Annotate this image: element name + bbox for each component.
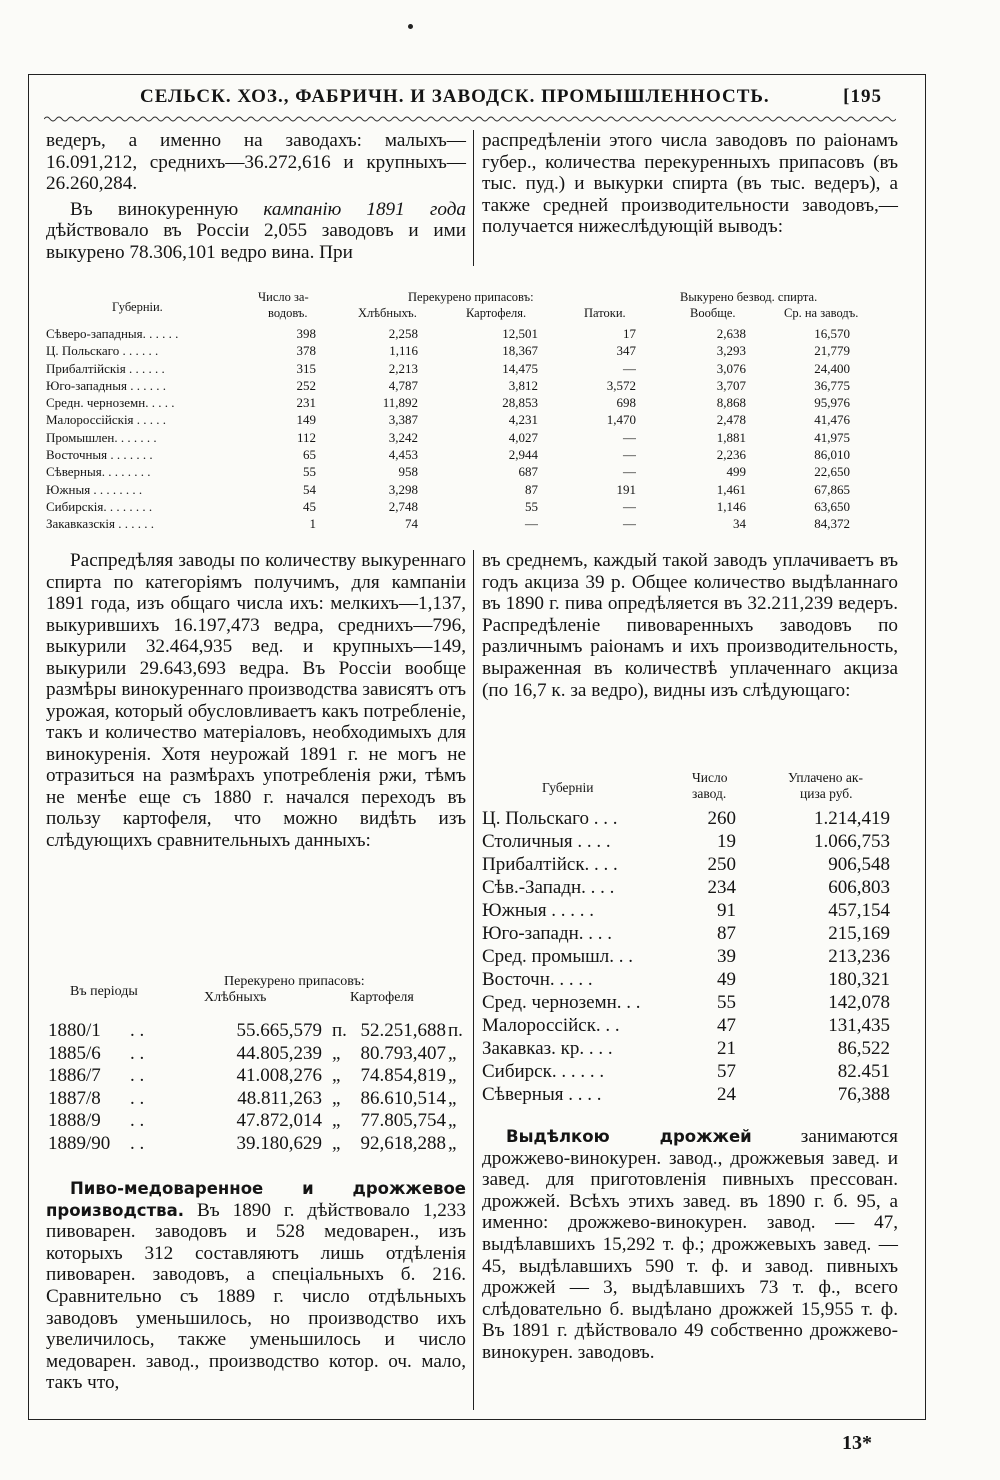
- cell-kart: 80.793,407: [360, 1042, 446, 1064]
- col-header: Число за-: [258, 290, 309, 304]
- table-row: [46, 464, 906, 481]
- cell-patoka: —: [623, 464, 636, 480]
- cell-unit2: „: [448, 1132, 457, 1154]
- section-heading: Выдѣлкою дрожжей: [506, 1127, 752, 1146]
- cell-name: Южныя . . . . . . . .: [46, 481, 143, 497]
- cell-sr: 24,400: [814, 360, 850, 376]
- col-header: Перекурено припасовъ:: [224, 974, 365, 989]
- cell-zavody: 378: [296, 343, 316, 359]
- cell-unit1: „: [332, 1065, 341, 1087]
- cell-zavody: 55: [717, 992, 736, 1013]
- table-body: [482, 808, 902, 1107]
- table-row: [482, 969, 902, 992]
- text-span: дѣйствовало въ Россіи 2,055 заводовъ и ими выкурено 78.306,101 ведро вина. При: [46, 220, 466, 263]
- cell-patoka: —: [623, 498, 636, 514]
- cell-name: Закавказскія . . . . . .: [46, 516, 155, 532]
- table-row: [46, 516, 906, 533]
- cell-sr: 41,975: [814, 429, 850, 445]
- table-row: [482, 1084, 902, 1107]
- cell-name: Сибирскія. . . . . . . .: [46, 498, 153, 514]
- cell-kart: 28,853: [502, 395, 538, 411]
- cell-unit2: „: [448, 1065, 457, 1087]
- table-row: [46, 412, 906, 429]
- cell-zavody: 234: [707, 877, 736, 898]
- cell-aktsiz: 1.214,419: [814, 808, 890, 829]
- cell-name: Малороссійскія . . . . .: [46, 412, 167, 428]
- cell-unit1: „: [332, 1110, 341, 1132]
- mid-left-column: [46, 550, 466, 851]
- cell-aktsiz: 1.066,753: [814, 831, 890, 852]
- distillery-table: [46, 284, 906, 534]
- cell-vsego: 2,638: [716, 326, 746, 341]
- table-row: [46, 447, 906, 464]
- cell-aktsiz: 142,078: [828, 992, 890, 1013]
- cell-name: Сѣв.-Западн. . . .: [482, 877, 615, 898]
- cell-aktsiz: 215,169: [828, 923, 890, 944]
- text-span: занимаются дрожжево-винокурен. завод., дрожжевыя завед. и завед. для приготовленія пивныхъ прессован. дрожжей. Всѣхъ этихъ завед. въ 1890 г. б. 95, а именно: дрожжево-винокурен. завод. — 47, выдѣлавшихъ 15,292 т. ф.; дрожжевыхъ завед. — 45, выдѣлавшихъ 590 т. ф. и завод. пивныхъ дрожжей — 3, выдѣлавшихъ 73 т. ф., всего слѣдовательно б. выдѣлано дрожжей 15,955 т. ф. Въ 1891 г. дѣйствовало 49 собственно дрожжево-винокурен. заводовъ.: [482, 1126, 898, 1363]
- cell-hleb: 958: [398, 464, 418, 480]
- cell-name: Прибалтійскія . . . . . .: [46, 360, 165, 376]
- table-header: [482, 768, 902, 808]
- cell-vsego: 1,146: [716, 498, 746, 514]
- paragraph: ведеръ, а именно на заводахъ: малыхъ—16.091,212, среднихъ—36.272,616 и крупныхъ—26.260,284.: [46, 130, 466, 195]
- cell-name: Восточныя . . . . . . .: [46, 447, 153, 463]
- cell-zavody: 252: [296, 377, 316, 393]
- cell-sr: 36,775: [814, 377, 850, 393]
- col-header: Въ періоды: [70, 984, 138, 999]
- cell-name: Промышлен. . . . . . .: [46, 429, 157, 445]
- running-header: [60, 84, 880, 116]
- cell-vsego: 34: [733, 516, 746, 532]
- col-header: Перекурено припасовъ:: [408, 290, 534, 304]
- cell-zavody: 87: [717, 923, 736, 944]
- cell-name: Юго-западн. . . .: [482, 923, 613, 944]
- col-header: Губерніи.: [112, 300, 163, 314]
- cell-zavody: 65: [303, 447, 316, 463]
- cell-aktsiz: 86,522: [837, 1038, 890, 1059]
- brewery-table: [482, 768, 902, 1107]
- text-span: Въ винокуренную: [70, 198, 264, 220]
- cell-unit2: „: [448, 1087, 457, 1109]
- col-header: Хлѣбныхъ.: [358, 306, 417, 320]
- cell-kart: 55: [525, 498, 538, 514]
- cell-dots: . .: [130, 1132, 145, 1154]
- cell-dots: . .: [130, 1087, 145, 1109]
- table-row: [482, 946, 902, 969]
- table-row: [482, 854, 902, 877]
- cell-period: 1888/9: [48, 1110, 101, 1132]
- cell-hleb: 2,213: [388, 360, 418, 376]
- cell-aktsiz: 457,154: [828, 900, 890, 921]
- table-body: [44, 1020, 464, 1156]
- cell-period: 1886/7: [48, 1065, 101, 1087]
- table-row: [482, 831, 902, 854]
- cell-zavody: 398: [296, 326, 316, 341]
- paragraph: [482, 1126, 898, 1364]
- cell-period: 1887/8: [48, 1087, 101, 1109]
- column-divider: [473, 130, 474, 266]
- section-heading: Пиво-медоваренное и дрожжевое производства.: [46, 1179, 466, 1220]
- cell-zavody: 54: [303, 481, 316, 497]
- cell-name: Сибирск. . . . . .: [482, 1061, 605, 1082]
- cell-vsego: 1,461: [716, 481, 746, 497]
- table-row: [44, 1065, 464, 1088]
- table-row: [44, 1133, 464, 1156]
- table-row: [482, 923, 902, 946]
- cell-zavody: 231: [296, 395, 316, 411]
- paragraph: Распредѣляя заводы по количеству выкуреннаго спирта по категоріямъ получимъ, для кампаніи 1891 года, изъ общаго числа ихъ: мелкихъ—1,137, выкурившихъ 16.197,473 ведра, среднихъ—796, выкурили 32.464,935 вед. и крупныхъ—149, выкурили 29.643,693 ведра. Въ Россіи вообще размѣры винокуреннаго производства зависятъ отъ урожая, который обусловливаетъ какъ потребленіе, такъ и количество матеріаловъ, необходимыхъ для винокуренія. Хотя неурожай 1891 г. не могъ не отразиться на размѣрахъ употребленія ржи, тѣмъ не менѣе еще съ 1880 г. начался переходъ въ пользу картофеля, что можно видѣть изъ слѣдующихъ сравнительныхъ данныхъ:: [46, 550, 466, 851]
- cell-name: Сѣверныя . . . .: [482, 1084, 602, 1105]
- cell-unit2: „: [448, 1042, 457, 1064]
- cell-vsego: 1,881: [716, 429, 746, 445]
- cell-kart: 86.610,514: [360, 1087, 446, 1109]
- header-title: СЕЛЬСК. ХОЗ., ФАБРИЧН. И ЗАВОДСК. ПРОМЫШЛЕННОСТЬ.: [140, 86, 770, 107]
- cell-patoka: 3,572: [606, 377, 636, 393]
- cell-name: Средн. черноземн. . . . .: [46, 395, 175, 411]
- cell-name: Сред. промышл. . .: [482, 946, 633, 967]
- table-row: [46, 499, 906, 516]
- cell-hleb: 41.008,276: [236, 1065, 322, 1087]
- col-header: Вообще.: [690, 306, 736, 320]
- table-body: [46, 326, 906, 534]
- cell-zavody: 45: [303, 498, 316, 514]
- bottom-right-column: [482, 1126, 898, 1364]
- cell-kart: 3,812: [508, 377, 538, 393]
- cell-patoka: —: [623, 516, 636, 532]
- cell-sr: 63,650: [814, 498, 850, 514]
- cell-unit1: „: [332, 1132, 341, 1154]
- paragraph: [46, 199, 466, 264]
- cell-kart: 92,618,288: [360, 1132, 446, 1154]
- paragraph: распредѣленіи этого числа заводовъ по раіонамъ губер., количества перекуренныхъ припасовъ (въ тыс. пуд.) и выкурки спирта (въ тыс. ведеръ), а также средней производительности заводовъ,—получается нижеслѣдующій выводъ:: [482, 130, 898, 238]
- cell-name: Сред. черноземн. . .: [482, 992, 641, 1013]
- table-row: [482, 1015, 902, 1038]
- cell-hleb: 2,748: [388, 498, 418, 514]
- table-row: [482, 1038, 902, 1061]
- cell-zavody: 1: [309, 516, 316, 532]
- cell-hleb: 3,387: [388, 412, 418, 428]
- cell-name: Юго-западныя . . . . . .: [46, 377, 166, 393]
- cell-zavody: 47: [717, 1015, 736, 1036]
- table-row: [44, 1043, 464, 1066]
- cell-kart: 52.251,688: [360, 1020, 446, 1041]
- table-row: [482, 877, 902, 900]
- signature-mark: 13*: [842, 1432, 872, 1454]
- cell-period: 1880/1: [48, 1020, 101, 1041]
- cell-kart: 87: [525, 481, 538, 497]
- cell-vsego: 3,707: [716, 377, 746, 393]
- bottom-left-column: [46, 1178, 466, 1394]
- table-row: [482, 808, 902, 831]
- cell-vsego: 3,293: [716, 343, 746, 359]
- cell-name: Малороссійск. . .: [482, 1015, 620, 1036]
- table-row: [46, 326, 906, 343]
- cell-sr: 22,650: [814, 464, 850, 480]
- table-header: [46, 284, 906, 326]
- mid-right-column: [482, 550, 898, 701]
- cell-kart: 74.854,819: [360, 1065, 446, 1087]
- cell-dots: . .: [130, 1042, 145, 1064]
- cell-hleb: 2,258: [388, 326, 418, 341]
- cell-zavody: 19: [717, 831, 736, 852]
- paragraph: [46, 1178, 466, 1394]
- cell-zavody: 91: [717, 900, 736, 921]
- cell-aktsiz: 606,803: [828, 877, 890, 898]
- col-header: Уплачено ак-: [788, 770, 863, 785]
- cell-hleb: 74: [405, 516, 418, 532]
- col-header: Число: [692, 770, 728, 785]
- cell-dots: . .: [130, 1065, 145, 1087]
- cell-vsego: 2,236: [716, 447, 746, 463]
- cell-patoka: 191: [616, 481, 636, 497]
- cell-patoka: 1,470: [606, 412, 636, 428]
- top-right-column: [482, 130, 898, 238]
- cell-dots: . .: [130, 1110, 145, 1132]
- cell-sr: 21,779: [814, 343, 850, 359]
- cell-kart: 4,231: [508, 412, 538, 428]
- cell-kart: 12,501: [502, 326, 538, 341]
- cell-dots: . .: [130, 1020, 145, 1041]
- cell-aktsiz: 82.451: [837, 1061, 890, 1082]
- table-row: [44, 1110, 464, 1133]
- cell-period: 1885/6: [48, 1042, 101, 1064]
- paragraph: въ среднемъ, каждый такой заводъ уплачиваетъ въ годъ акциза 39 р. Общее количество выдѣланнаго въ 1890 г. пива опредѣляется въ 32.211,239 ведеръ. Распредѣленіе пивоваренныхъ заводовъ по различнымъ раіонамъ и ихъ производительность, выраженная въ количествѣ уплаченнаго акциза (по 16,7 к. за ведро), видны изъ слѣдующаго:: [482, 550, 898, 701]
- cell-aktsiz: 131,435: [828, 1015, 890, 1036]
- cell-sr: 95,976: [814, 395, 850, 411]
- cell-sr: 41,476: [814, 412, 850, 428]
- column-divider: [473, 550, 474, 1410]
- cell-sr: 84,372: [814, 516, 850, 532]
- col-header: циза руб.: [800, 786, 853, 801]
- cell-unit1: „: [332, 1042, 341, 1064]
- table-header: [44, 974, 464, 1020]
- cell-hleb: 44.805,239: [236, 1042, 322, 1064]
- italic-span: кампанію 1891 года: [263, 198, 466, 220]
- cell-name: Закавказ. кр. . . .: [482, 1038, 613, 1059]
- cell-hleb: 3,242: [388, 429, 418, 445]
- cell-zavody: 49: [717, 969, 736, 990]
- cell-zavody: 250: [707, 854, 736, 875]
- table-row: [46, 343, 906, 360]
- cell-period: 1889/90: [48, 1132, 111, 1154]
- cell-kart: 18,367: [502, 343, 538, 359]
- cell-hleb: 47.872,014: [236, 1110, 322, 1132]
- cell-hleb: 48.811,263: [237, 1087, 322, 1109]
- wavy-rule: [44, 114, 896, 124]
- col-header: водовъ.: [268, 306, 308, 320]
- col-header: Хлѣбныхъ: [204, 990, 267, 1005]
- cell-patoka: 17: [623, 326, 636, 341]
- cell-patoka: —: [623, 447, 636, 463]
- cell-zavody: 315: [296, 360, 316, 376]
- cell-patoka: —: [623, 360, 636, 376]
- col-header: Картофеля: [350, 990, 414, 1005]
- cell-unit2: п.: [448, 1020, 463, 1041]
- cell-aktsiz: 213,236: [828, 946, 890, 967]
- cell-zavody: 112: [296, 429, 316, 445]
- text-span: Въ 1890 г. дѣйствовало 1,233 пивоварен. заводовъ и 528 медоварен., изъ которыхъ 312 составляютъ лишь отдѣленія пивоварен. заводовъ, а спеціальныхъ б. 216. Сравнительно съ 1889 г. число отдѣльныхъ заводовъ уменьшилось, но производство ихъ увеличилось, также уменьшилось и число медоварен. завод., производство котор. оч. мало, такъ что,: [46, 1199, 466, 1394]
- cell-sr: 16,570: [814, 326, 850, 341]
- cell-zavody: 57: [717, 1061, 736, 1082]
- cell-vsego: 8,868: [716, 395, 746, 411]
- cell-kart: 687: [518, 464, 538, 480]
- cell-kart: 14,475: [502, 360, 538, 376]
- cell-name: Южныя . . . . .: [482, 900, 595, 921]
- table-row: [46, 395, 906, 412]
- cell-hleb: 4,453: [388, 447, 418, 463]
- cell-sr: 86,010: [814, 447, 850, 463]
- table-row: [46, 482, 906, 499]
- page-number: [195: [843, 86, 882, 107]
- cell-hleb: 4,787: [388, 377, 418, 393]
- cell-zavody: 55: [303, 464, 316, 480]
- col-header: Губерніи: [542, 780, 594, 795]
- col-header: Картофеля.: [466, 306, 527, 320]
- table-row: [44, 1020, 464, 1043]
- table-row: [482, 1061, 902, 1084]
- cell-zavody: 24: [717, 1084, 736, 1105]
- table-row: [46, 430, 906, 447]
- cell-hleb: 11,892: [382, 395, 418, 411]
- cell-zavody: 149: [296, 412, 316, 428]
- cell-name: Сѣверо-западныя. . . . . .: [46, 326, 179, 341]
- cell-vsego: 3,076: [716, 360, 746, 376]
- cell-kart: 77.805,754: [360, 1110, 446, 1132]
- cell-name: Восточн. . . . .: [482, 969, 593, 990]
- col-header: Выкурено безвод. спирта.: [680, 290, 818, 304]
- cell-unit1: п.: [332, 1020, 347, 1041]
- cell-unit1: „: [332, 1087, 341, 1109]
- cell-zavody: 39: [717, 946, 736, 967]
- cell-aktsiz: 76,388: [837, 1084, 890, 1105]
- cell-hleb: 3,298: [388, 481, 418, 497]
- col-header: завод.: [692, 786, 727, 801]
- cell-vsego: 2,478: [716, 412, 746, 428]
- periods-table: [44, 974, 464, 1156]
- cell-kart: 2,944: [508, 447, 538, 463]
- cell-aktsiz: 180,321: [828, 969, 890, 990]
- cell-name: Прибалтійск. . . .: [482, 854, 618, 875]
- cell-unit2: „: [448, 1110, 457, 1132]
- cell-kart: —: [525, 516, 538, 532]
- cell-zavody: 260: [707, 808, 736, 829]
- cell-kart: 4,027: [508, 429, 538, 445]
- cell-sr: 67,865: [814, 481, 850, 497]
- cell-hleb: 1,116: [389, 343, 418, 359]
- cell-hleb: 55.665,579: [236, 1020, 322, 1041]
- cell-aktsiz: 906,548: [828, 854, 890, 875]
- cell-name: Столичныя . . . .: [482, 831, 611, 852]
- cell-hleb: 39.180,629: [236, 1132, 322, 1154]
- printer-dot: [408, 24, 413, 29]
- cell-zavody: 21: [717, 1038, 736, 1059]
- table-row: [482, 992, 902, 1015]
- col-header: Ср. на заводъ.: [784, 306, 859, 320]
- table-row: [482, 900, 902, 923]
- table-row: [46, 378, 906, 395]
- cell-patoka: —: [623, 429, 636, 445]
- cell-patoka: 698: [616, 395, 636, 411]
- col-header: Патоки.: [584, 306, 626, 320]
- table-row: [46, 361, 906, 378]
- cell-name: Ц. Польскаго . . .: [482, 808, 618, 829]
- table-row: [44, 1088, 464, 1111]
- cell-vsego: 499: [726, 464, 746, 480]
- cell-name: Ц. Польскаго . . . . . .: [46, 343, 159, 359]
- cell-patoka: 347: [616, 343, 636, 359]
- cell-name: Сѣверныя. . . . . . . .: [46, 464, 151, 480]
- top-left-column: [46, 130, 466, 264]
